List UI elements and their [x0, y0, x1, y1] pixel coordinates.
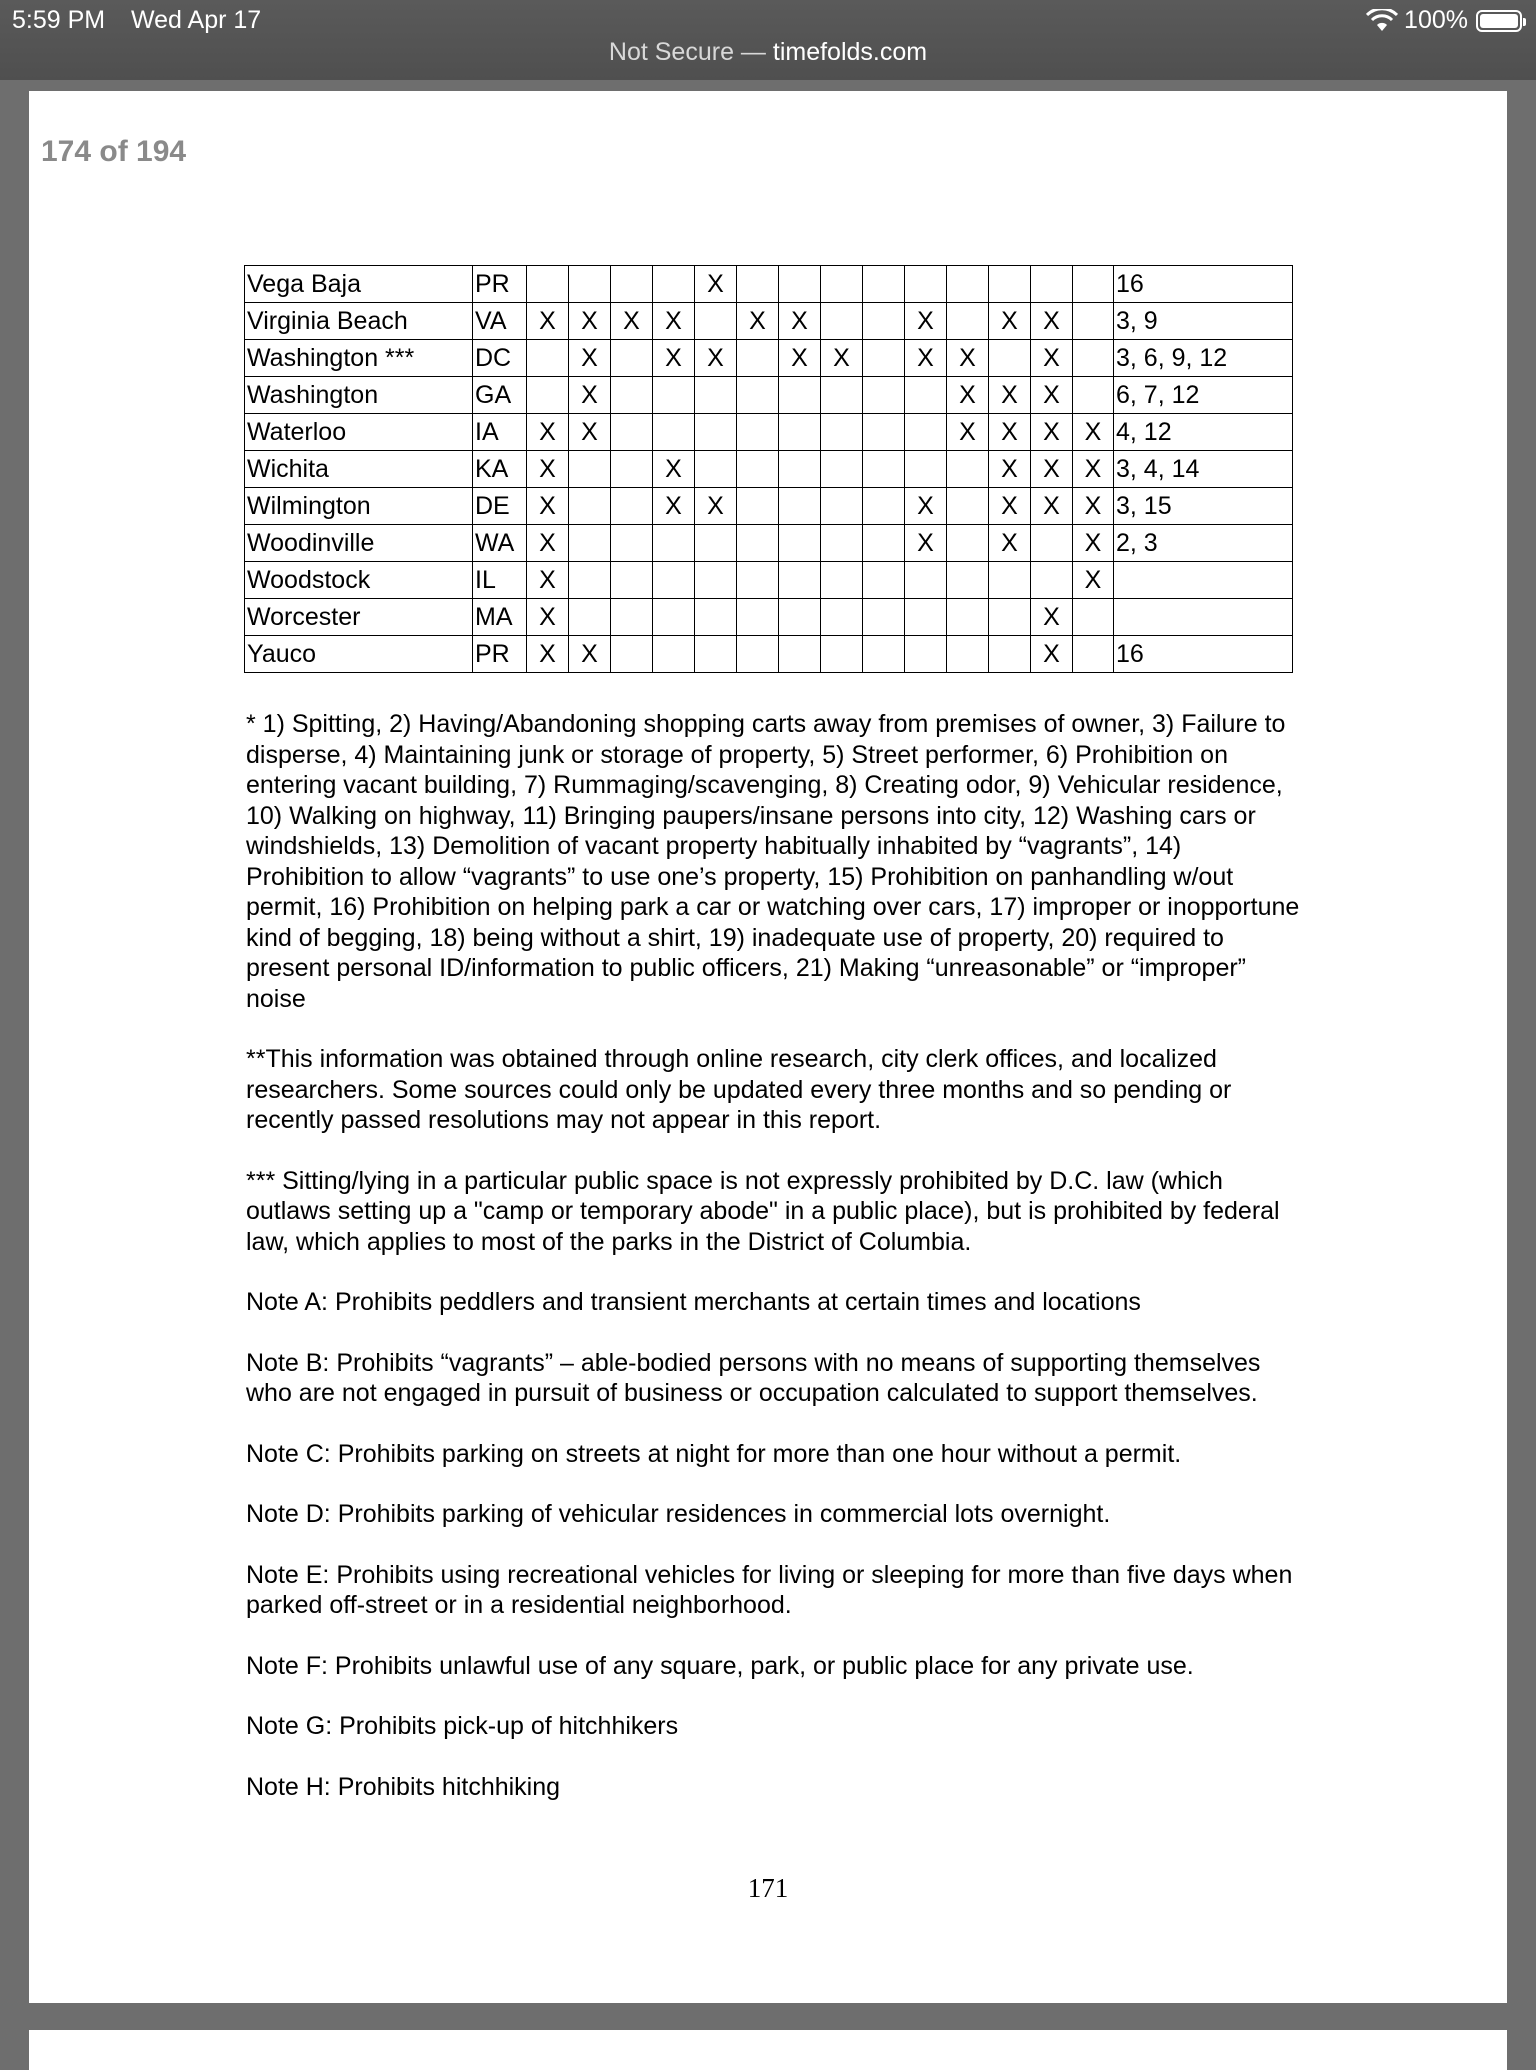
mark-cell — [905, 599, 947, 636]
table-row — [245, 451, 1293, 488]
notes-cell: 3, 6, 9, 12 — [1114, 340, 1293, 377]
mark-cell — [653, 377, 695, 414]
status-indicators — [1366, 6, 1522, 35]
mark-cell — [821, 451, 863, 488]
mark-cell: X — [989, 525, 1031, 562]
mark-cell: X — [1031, 488, 1073, 525]
mark-cell: X — [989, 451, 1031, 488]
mark-cell: X — [1031, 599, 1073, 636]
mark-cell — [569, 488, 611, 525]
mark-cell — [737, 525, 779, 562]
mark-cell — [779, 525, 821, 562]
mark-cell: X — [653, 488, 695, 525]
mark-cell — [821, 562, 863, 599]
city-cell: Waterloo — [245, 414, 473, 451]
mark-cell — [905, 377, 947, 414]
table-row — [245, 599, 1293, 636]
notes-cell: 3, 4, 14 — [1114, 451, 1293, 488]
city-cell: Woodinville — [245, 525, 473, 562]
mark-cell — [821, 488, 863, 525]
mark-cell: X — [989, 303, 1031, 340]
table-row — [245, 488, 1293, 525]
mark-cell — [947, 562, 989, 599]
mark-cell: X — [1031, 636, 1073, 673]
mark-cell — [1073, 266, 1114, 303]
mark-cell — [737, 562, 779, 599]
mark-cell: X — [569, 636, 611, 673]
mark-cell: X — [905, 303, 947, 340]
mark-cell — [947, 525, 989, 562]
mark-cell: X — [905, 488, 947, 525]
mark-cell — [947, 451, 989, 488]
mark-cell — [779, 377, 821, 414]
battery-level-fill — [1480, 14, 1518, 28]
mark-cell — [653, 562, 695, 599]
mark-cell — [569, 266, 611, 303]
notes-cell: 6, 7, 12 — [1114, 377, 1293, 414]
status-time: 5:59 PM — [12, 6, 106, 34]
state-cell: PR — [473, 636, 527, 673]
table-row — [245, 525, 1293, 562]
mark-cell — [863, 525, 905, 562]
city-cell: Washington *** — [245, 340, 473, 377]
mark-cell — [737, 266, 779, 303]
mark-cell — [947, 488, 989, 525]
mark-cell: X — [527, 414, 569, 451]
mark-cell: X — [653, 451, 695, 488]
mark-cell — [821, 414, 863, 451]
mark-cell — [569, 525, 611, 562]
footnote-paragraph: Note A: Prohibits peddlers and transient merchants at certain times and locations — [246, 1288, 1141, 1316]
city-cell: Washington — [245, 377, 473, 414]
mark-cell — [863, 636, 905, 673]
mark-cell: X — [779, 303, 821, 340]
mark-cell: X — [1073, 414, 1114, 451]
mark-cell — [779, 636, 821, 673]
notes-cell: 3, 15 — [1114, 488, 1293, 525]
state-cell: IL — [473, 562, 527, 599]
mark-cell — [1073, 377, 1114, 414]
notes-cell: 2, 3 — [1114, 525, 1293, 562]
notes-cell: 3, 9 — [1114, 303, 1293, 340]
url-domain: timefolds.com — [772, 38, 928, 66]
mark-cell — [779, 451, 821, 488]
mark-cell: X — [947, 414, 989, 451]
state-cell: KA — [473, 451, 527, 488]
table-row — [245, 266, 1293, 303]
mark-cell — [611, 340, 653, 377]
mark-cell — [653, 636, 695, 673]
mark-cell — [779, 562, 821, 599]
mark-cell: X — [1073, 488, 1114, 525]
table-row — [245, 562, 1293, 599]
mark-cell — [821, 636, 863, 673]
mark-cell — [821, 525, 863, 562]
mark-cell — [653, 599, 695, 636]
mark-cell — [905, 636, 947, 673]
mark-cell — [905, 562, 947, 599]
footnote-paragraph: Note H: Prohibits hitchhiking — [246, 1772, 561, 1801]
document-page — [29, 91, 1507, 2003]
city-cell: Wilmington — [245, 488, 473, 525]
mark-cell: X — [989, 488, 1031, 525]
mark-cell — [863, 340, 905, 377]
mark-cell — [611, 266, 653, 303]
mark-cell: X — [527, 599, 569, 636]
next-page-edge — [29, 2030, 1507, 2070]
mark-cell — [779, 488, 821, 525]
mark-cell: X — [695, 266, 737, 303]
mark-cell — [737, 488, 779, 525]
footnote-paragraph: Note C: Prohibits parking on streets at night for more than one hour without a permit. — [246, 1439, 1182, 1468]
mark-cell: X — [1031, 340, 1073, 377]
mark-cell — [779, 599, 821, 636]
mark-cell — [569, 451, 611, 488]
footnote-paragraph: Note E: Prohibits using recreational vehicles for living or sleeping for more than five days when parked off-street or in a residential neighborhood. — [246, 1560, 1293, 1619]
notes-cell: 16 — [1114, 266, 1293, 303]
mark-cell — [611, 414, 653, 451]
mark-cell — [779, 414, 821, 451]
mark-cell — [737, 599, 779, 636]
state-cell: DC — [473, 340, 527, 377]
mark-cell — [569, 599, 611, 636]
mark-cell: X — [737, 303, 779, 340]
mark-cell — [527, 266, 569, 303]
mark-cell — [737, 636, 779, 673]
mark-cell — [947, 599, 989, 636]
mark-cell — [527, 377, 569, 414]
table-row — [245, 303, 1293, 340]
mark-cell — [695, 303, 737, 340]
footnote-paragraph: * 1) Spitting, 2) Having/Abandoning shopping carts away from premises of owner, 3) Failure to disperse, 4) Maintaining junk or storage of property, 5) Street performer, 6) Prohibition on entering vacant building, 7) Rummaging/scavenging, 8) Creating odor, 9) Vehicular residence, 10) Walking on highway, 11) Bringing paupers/insane persons into city, 12) Washing cars or windshields, 13) Demolition of vacant property habitually inhabited by “vagrants”, 14) Prohibition to allow “vagrants” to use one’s property, 15) Prohibition on panhandling w/out permit, 16) Prohibition on helping park a car or watching over cars, 17) improper or inopportune kind of begging, 18) being without a shirt, 19) inadequate use of property, 20) required to present personal ID/information to public officers, 21) Making “unreasonable” or “improper” noise — [246, 710, 1300, 1013]
footnote-paragraph: Note B: Prohibits “vagrants” – able-bodied persons with no means of supporting themselves who are not engaged in pursuit of business or occupation calculated to support themselves. — [246, 1348, 1261, 1407]
notes-cell — [1114, 562, 1293, 599]
mark-cell: X — [905, 525, 947, 562]
mark-cell: X — [569, 414, 611, 451]
mark-cell — [821, 303, 863, 340]
mark-cell — [1031, 266, 1073, 303]
mark-cell — [989, 266, 1031, 303]
mark-cell — [611, 599, 653, 636]
footnote-paragraph: *** Sitting/lying in a particular public space is not expressly prohibited by D.C. law (which outlaws setting up a "camp or temporary abode" in a public place), but is prohibited by federal law, which applies to most of the parks in the District of Columbia. — [246, 1166, 1280, 1256]
ordinance-table — [244, 265, 1293, 673]
table-row — [245, 340, 1293, 377]
mark-cell: X — [905, 340, 947, 377]
mark-cell — [653, 414, 695, 451]
mark-cell: X — [1031, 303, 1073, 340]
mark-cell: X — [527, 636, 569, 673]
mark-cell — [695, 525, 737, 562]
mark-cell — [947, 303, 989, 340]
table-row — [245, 377, 1293, 414]
mark-cell — [695, 377, 737, 414]
mark-cell: X — [611, 303, 653, 340]
mark-cell: X — [989, 414, 1031, 451]
city-cell: Worcester — [245, 599, 473, 636]
mark-cell — [653, 266, 695, 303]
security-label: Not Secure — — [608, 38, 766, 66]
mark-cell — [569, 562, 611, 599]
state-cell: WA — [473, 525, 527, 562]
mark-cell — [695, 636, 737, 673]
mark-cell: X — [1073, 451, 1114, 488]
page-number: 171 — [747, 1873, 789, 1903]
mark-cell: X — [779, 340, 821, 377]
mark-cell — [905, 414, 947, 451]
mark-cell — [821, 599, 863, 636]
mark-cell — [1031, 525, 1073, 562]
mark-cell — [821, 377, 863, 414]
state-cell: MA — [473, 599, 527, 636]
mark-cell — [821, 266, 863, 303]
mark-cell — [1073, 303, 1114, 340]
mark-cell: X — [569, 303, 611, 340]
mark-cell — [737, 414, 779, 451]
mark-cell: X — [947, 377, 989, 414]
mark-cell — [737, 377, 779, 414]
mark-cell — [905, 451, 947, 488]
mark-cell — [863, 414, 905, 451]
mark-cell — [1073, 636, 1114, 673]
state-cell: GA — [473, 377, 527, 414]
city-cell: Yauco — [245, 636, 473, 673]
mark-cell — [779, 266, 821, 303]
mark-cell: X — [653, 340, 695, 377]
mark-cell — [527, 340, 569, 377]
mark-cell — [989, 636, 1031, 673]
mark-cell: X — [821, 340, 863, 377]
mark-cell — [989, 599, 1031, 636]
footnote-paragraph: **This information was obtained through online research, city clerk offices, and localized researchers. Some sources could only be updated every three months and so pending or recently passed resolutions may not appear in this report. — [246, 1045, 1232, 1134]
address-bar[interactable] — [0, 38, 1536, 67]
footnote-paragraph: Note D: Prohibits parking of vehicular residences in commercial lots overnight. — [246, 1500, 1111, 1528]
mark-cell — [1073, 340, 1114, 377]
mark-cell — [695, 562, 737, 599]
state-cell: PR — [473, 266, 527, 303]
mark-cell: X — [695, 488, 737, 525]
mark-cell — [737, 451, 779, 488]
notes-cell — [1114, 599, 1293, 636]
state-cell: VA — [473, 303, 527, 340]
mark-cell: X — [1073, 525, 1114, 562]
mark-cell — [863, 599, 905, 636]
notes-cell: 16 — [1114, 636, 1293, 673]
battery-icon — [1476, 10, 1522, 32]
mark-cell — [905, 266, 947, 303]
mark-cell: X — [527, 562, 569, 599]
mark-cell — [611, 451, 653, 488]
mark-cell — [737, 340, 779, 377]
page-counter: 174 of 194 — [41, 135, 187, 168]
mark-cell — [989, 340, 1031, 377]
mark-cell — [695, 414, 737, 451]
status-date: Wed Apr 17 — [131, 6, 262, 34]
mark-cell: X — [947, 340, 989, 377]
mark-cell: X — [695, 340, 737, 377]
mark-cell: X — [527, 303, 569, 340]
mark-cell: X — [1031, 451, 1073, 488]
mark-cell — [695, 451, 737, 488]
footnote-paragraph: Note F: Prohibits unlawful use of any square, park, or public place for any private use. — [246, 1651, 1194, 1680]
wifi-icon — [1366, 9, 1398, 33]
state-cell: DE — [473, 488, 527, 525]
mark-cell — [1031, 562, 1073, 599]
mark-cell — [695, 599, 737, 636]
mark-cell — [611, 377, 653, 414]
mark-cell: X — [653, 303, 695, 340]
mark-cell: X — [569, 377, 611, 414]
mark-cell: X — [527, 488, 569, 525]
city-cell: Woodstock — [245, 562, 473, 599]
mark-cell — [1073, 599, 1114, 636]
mark-cell — [863, 377, 905, 414]
footnote-paragraph: Note G: Prohibits pick-up of hitchhikers — [246, 1712, 679, 1740]
city-cell: Vega Baja — [245, 266, 473, 303]
mark-cell: X — [527, 451, 569, 488]
state-cell: IA — [473, 414, 527, 451]
mark-cell — [653, 525, 695, 562]
mark-cell: X — [527, 525, 569, 562]
mark-cell — [863, 266, 905, 303]
mark-cell: X — [1073, 562, 1114, 599]
city-cell: Wichita — [245, 451, 473, 488]
mark-cell — [863, 451, 905, 488]
battery-percent: 100% — [1404, 6, 1468, 34]
mark-cell: X — [989, 377, 1031, 414]
mark-cell: X — [569, 340, 611, 377]
table-row — [245, 636, 1293, 673]
mark-cell: X — [1031, 414, 1073, 451]
mark-cell — [947, 266, 989, 303]
mark-cell: X — [1031, 377, 1073, 414]
mark-cell — [863, 562, 905, 599]
mark-cell — [863, 303, 905, 340]
mark-cell — [611, 525, 653, 562]
mark-cell — [989, 562, 1031, 599]
mark-cell — [611, 562, 653, 599]
footnotes — [246, 709, 1306, 1832]
notes-cell: 4, 12 — [1114, 414, 1293, 451]
mark-cell — [863, 488, 905, 525]
table-row — [245, 414, 1293, 451]
mark-cell — [611, 636, 653, 673]
mark-cell — [611, 488, 653, 525]
mark-cell — [947, 636, 989, 673]
city-cell: Virginia Beach — [245, 303, 473, 340]
status-bar — [0, 0, 1536, 80]
